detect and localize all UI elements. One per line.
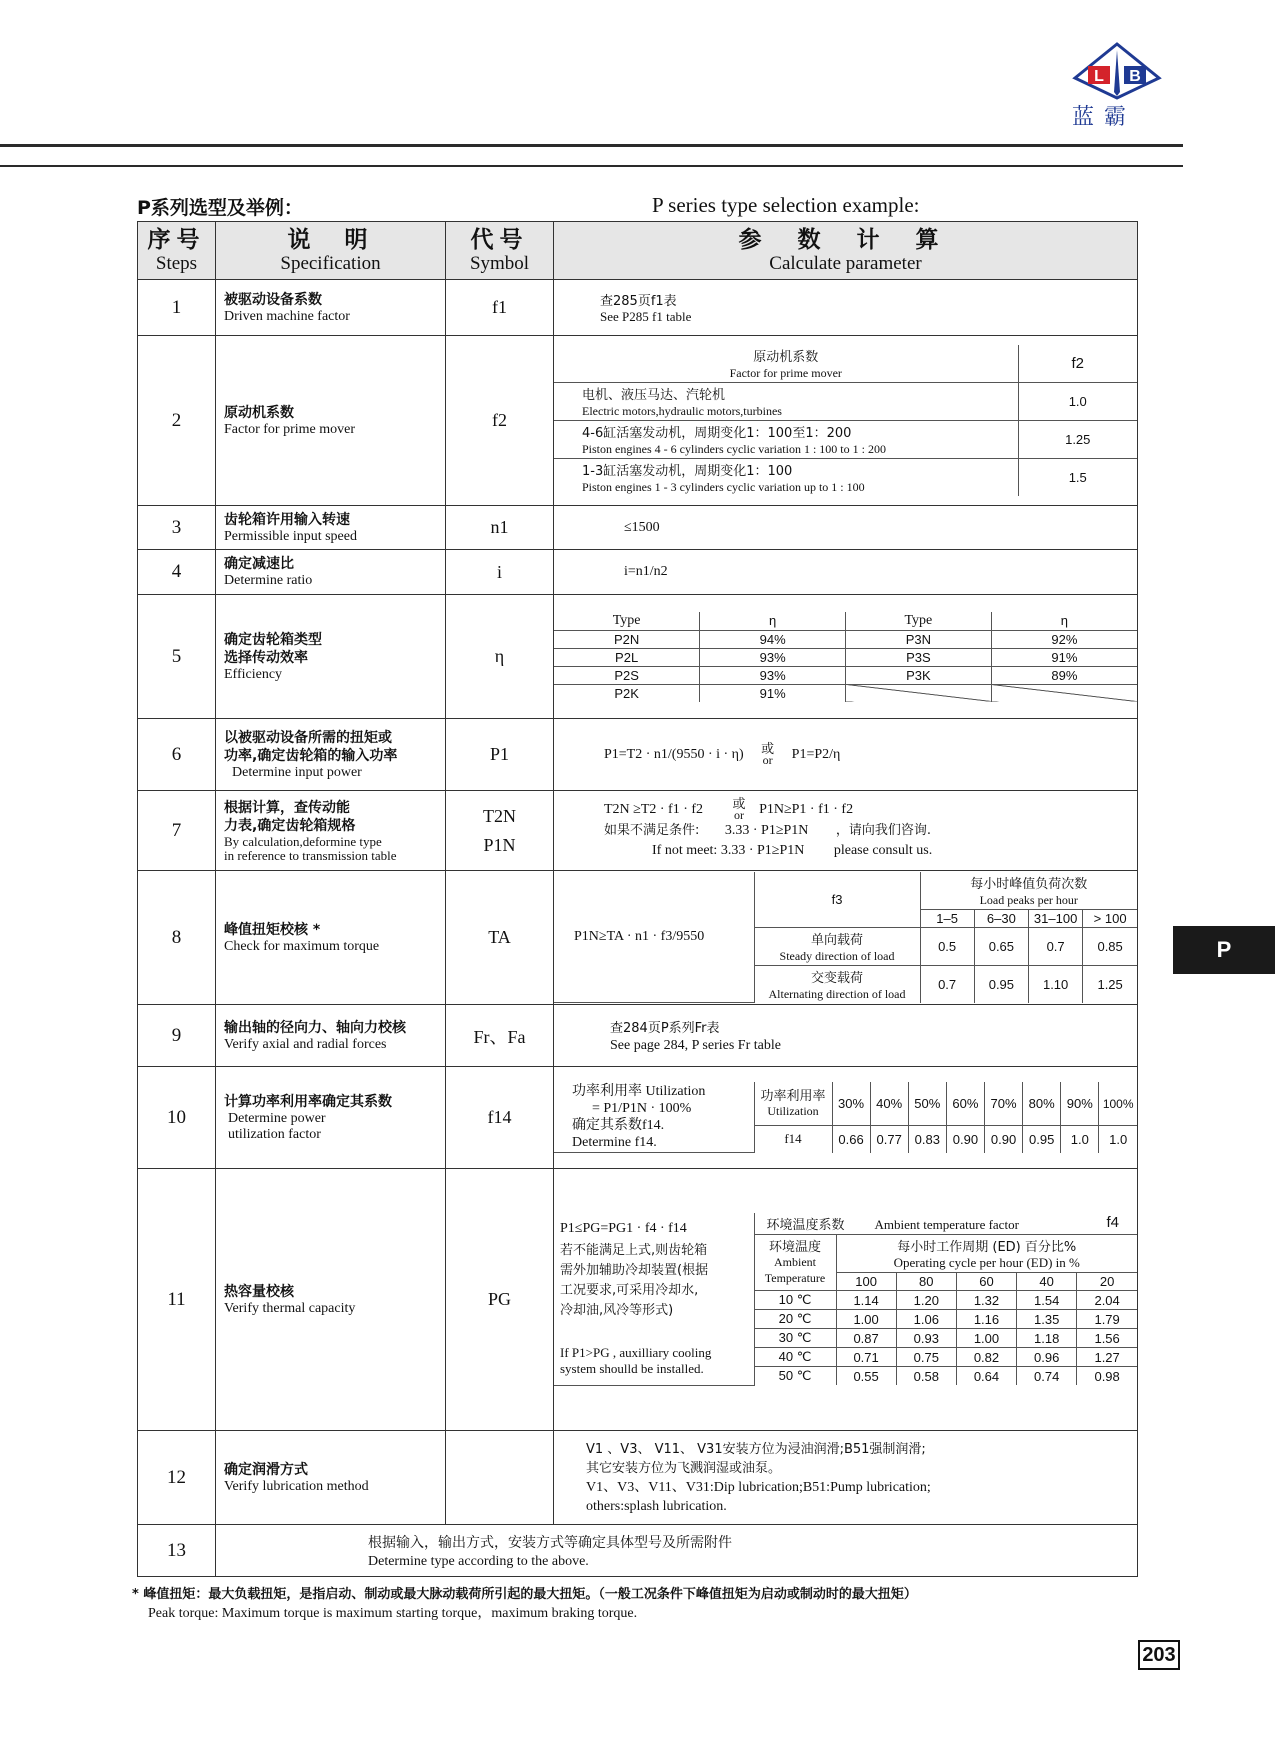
step-number: 3 bbox=[138, 506, 216, 550]
footnote bbox=[132, 1583, 1142, 1622]
step-number: 5 bbox=[138, 595, 216, 719]
empty-cell bbox=[846, 684, 992, 702]
header-rule bbox=[0, 144, 1183, 147]
spec-cell: 原动机系数 Factor for prime mover bbox=[216, 336, 446, 506]
svg-text:B: B bbox=[1129, 68, 1141, 85]
spec-cell: 以被驱动设备所需的扭矩或 功率,确定齿轮箱的输入功率 Determine input power bbox=[216, 719, 446, 791]
step-number: 13 bbox=[138, 1525, 216, 1577]
table-row bbox=[138, 336, 1138, 506]
footnote-cn: * 峰值扭矩：最大负载扭矩，是指启动、制动或最大脉动载荷所引起的最大扭矩。（一般工况条件下峰值扭矩为启动或制动时的最大扭矩） bbox=[132, 1587, 917, 1602]
step-number: 8 bbox=[138, 871, 216, 1005]
step-number: 9 bbox=[138, 1005, 216, 1067]
table-header bbox=[138, 222, 1138, 280]
table-row bbox=[138, 791, 1138, 871]
spec-cell: 输出轴的径向力、轴向力校核 Verify axial and radial forces bbox=[216, 1005, 446, 1067]
spec-cell: 热容量校核 Verify thermal capacity bbox=[216, 1169, 446, 1431]
spec-cell: 确定减速比 Determine ratio bbox=[216, 550, 446, 595]
title-en: P series type selection example: bbox=[652, 193, 920, 217]
spec-cell: 确定润滑方式 Verify lubrication method bbox=[216, 1431, 446, 1525]
svg-text:L: L bbox=[1094, 68, 1104, 85]
table-row bbox=[138, 280, 1138, 336]
calc-cell: ≤1500 bbox=[554, 506, 1138, 550]
symbol-cell: f2 bbox=[446, 336, 554, 506]
symbol-cell: f14 bbox=[446, 1067, 554, 1169]
symbol-cell: PG bbox=[446, 1169, 554, 1431]
symbol-cell: f1 bbox=[446, 280, 554, 336]
step-number: 1 bbox=[138, 280, 216, 336]
symbol-cell: Fr、Fa bbox=[446, 1005, 554, 1067]
efficiency-table: Type η Type η P2N 94% P3N 92% P2L 93% P3S 91% P2S 93% P3K 89% P2K 91% bbox=[554, 595, 1138, 719]
step-number: 12 bbox=[138, 1431, 216, 1525]
step-number: 2 bbox=[138, 336, 216, 506]
step-number: 6 bbox=[138, 719, 216, 791]
step-number: 10 bbox=[138, 1067, 216, 1169]
prime-mover-table: 原动机系数 Factor for prime mover f2 电机、液压马达、汽轮机 Electric motors,hydraulic motors,turbines 1.0 4-6缸活塞发动机，周期变化1：100至1：200 Piston engines 4 - 6 cylinders cyclic variation 1 : 100 to 1 : 200 1.25 1-3缸活塞发动机，周期变化1：100 Piston engines 1 - 3 cylinders cyclic variation up to 1 : 100 1.5 bbox=[554, 336, 1138, 506]
symbol-cell: η bbox=[446, 595, 554, 719]
step-number: 4 bbox=[138, 550, 216, 595]
calc-cell: P1=T2 · n1/(9550 · i · η) 或 or P1=P2/η bbox=[554, 719, 1138, 791]
step-number: 11 bbox=[138, 1169, 216, 1431]
header-symbol: 代号 Symbol bbox=[446, 222, 554, 280]
symbol-cell: T2N P1N bbox=[446, 791, 554, 871]
utilization-table: 功率利用率 Utilization = P1/P1N · 100% 确定其系数f14. Determine f14. 功率利用率 Utilization 30% 40% 50% 60% 70% 80% 90% 100% f14 0.66 0.77 0.83 0.90 0.90 0.95 1.0 1.0 bbox=[554, 1067, 1138, 1169]
symbol-cell: i bbox=[446, 550, 554, 595]
header-calc: 参 数 计 算 Calculate parameter bbox=[554, 222, 1138, 280]
table-row bbox=[138, 1067, 1138, 1169]
spec-cell: 计算功率利用率确定其系数 Determine power utilization factor bbox=[216, 1067, 446, 1169]
header-steps: 序号 Steps bbox=[138, 222, 216, 280]
section-tab[interactable]: P bbox=[1173, 926, 1275, 974]
spec-cell: 根据计算，查传动能 力表,确定齿轮箱规格 By calculation,deformine type in reference to transmission table bbox=[216, 791, 446, 871]
page-number: 203 bbox=[1138, 1640, 1180, 1670]
thermal-capacity-table: P1≤PG=PG1 · f4 · f14 若不能满足上式,则齿轮箱 需外加辅助冷却装置(根据 工况要求,可采用冷却水, 冷却油,风冷等形式) If P1>PG , auxilliary cooling system shoulld be installed. 环境温度系数 Ambient temperature factor f4 环境温度 Ambient Temperature 每小时工作周期 (ED) 百分比% Operating cycle per hour (ED) in % 100 80 60 40 20 10 ℃ 1.14 1.20 1.32 1.54 2.04 20 ℃ 1.00 1.06 1.16 1.35 1.79 30 ℃ 0.87 0.93 1.00 1.18 1.56 40 ℃ 0.71 0.75 0.82 0.96 1.27 50 ℃ 0.55 0.58 0.64 0.74 0.98 bbox=[554, 1169, 1138, 1431]
table-row bbox=[138, 1525, 1138, 1577]
table-row bbox=[138, 595, 1138, 719]
calc-cell: i=n1/n2 bbox=[554, 550, 1138, 595]
calc-cell: 根据输入，输出方式，安装方式等确定具体型号及所需附件 Determine type according to the above. bbox=[216, 1525, 1138, 1577]
table-row bbox=[138, 871, 1138, 1005]
selection-table bbox=[137, 221, 1138, 1577]
symbol-cell: P1 bbox=[446, 719, 554, 791]
footnote-en: Peak torque: Maximum torque is maximum starting torque，maximum braking torque. bbox=[148, 1606, 638, 1621]
table-row bbox=[138, 1169, 1138, 1431]
symbol-cell: TA bbox=[446, 871, 554, 1005]
spec-cell: 被驱动设备系数 Driven machine factor bbox=[216, 280, 446, 336]
header-rule-thin bbox=[0, 165, 1183, 167]
spec-cell: 峰值扭矩校核 * Check for maximum torque bbox=[216, 871, 446, 1005]
empty-cell bbox=[991, 684, 1137, 702]
symbol-cell: n1 bbox=[446, 506, 554, 550]
spec-cell: 确定齿轮箱类型 选择传动效率 Efficiency bbox=[216, 595, 446, 719]
header-spec: 说 明 Specification bbox=[216, 222, 446, 280]
table-row bbox=[138, 719, 1138, 791]
calc-cell: 查284页P系列Fr表 See page 284, P series Fr table bbox=[554, 1005, 1138, 1067]
table-row bbox=[138, 1005, 1138, 1067]
calc-cell: 查285页f1表 See P285 f1 table bbox=[554, 280, 1138, 336]
calc-cell: T2N ≥T2 · f1 · f2 或 or P1N≥P1 · f1 · f2 如果不满足条件: 3.33 · P1≥P1N ，请向我们咨询. If not meet: 3.33 · P1≥P1N please consult us. bbox=[554, 791, 1138, 871]
table-row bbox=[138, 506, 1138, 550]
peak-torque-table: P1N≥TA · n1 · f3/9550 f3 每小时峰值负荷次数 Load peaks per hour 1–5 6–30 31–100 > 100 单向载荷 Steady direction of load 0.5 0.65 0.7 0.85 交变载荷 Alternating direction of load 0.7 0.95 1.10 1.25 bbox=[554, 871, 1138, 1005]
table-row bbox=[138, 550, 1138, 595]
title-cn: P系列选型及举例： bbox=[137, 197, 303, 219]
spec-cell: 齿轮箱许用输入转速 Permissible input speed bbox=[216, 506, 446, 550]
brand-name: 蓝霸 bbox=[1072, 105, 1137, 130]
symbol-cell bbox=[446, 1431, 554, 1525]
logo-diamond-icon bbox=[1071, 42, 1163, 100]
step-number: 7 bbox=[138, 791, 216, 871]
calc-cell: V1 、V3、 V11、 V31安装方位为浸油润滑;B51强制润滑; 其它安装方位为飞溅润湿或油泵。 V1、V3、V11、V31:Dip lubrication;B51:Pump lubrication; others:splash lubrication. bbox=[554, 1431, 1138, 1525]
table-row bbox=[138, 1431, 1138, 1525]
